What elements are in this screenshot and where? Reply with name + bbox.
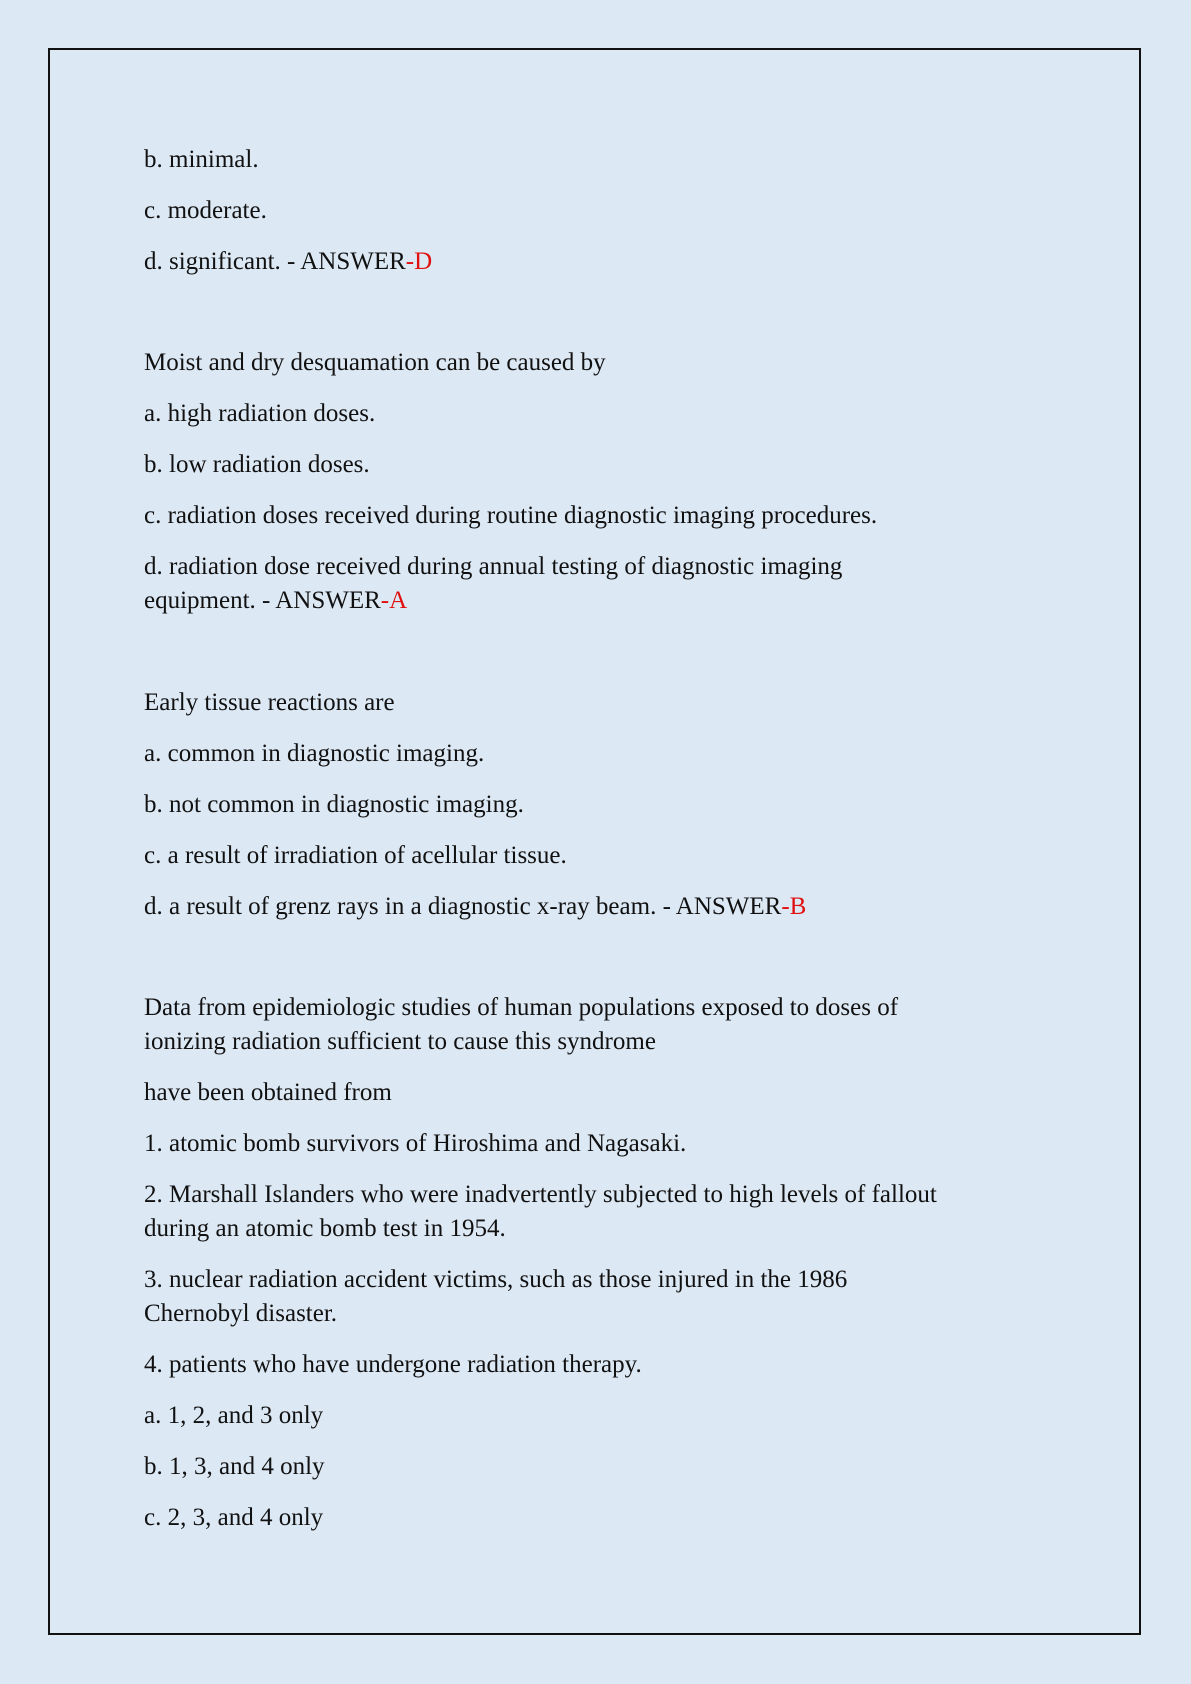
answer-letter: -D — [405, 248, 433, 275]
q-epidemiologic-item-4: 4. patients who have undergone radiation therapy. — [144, 1351, 642, 1378]
q-epidemiologic-option-c: c. 2, 3, and 4 only — [144, 1504, 324, 1531]
q-epidemiologic-item-3: 3. nuclear radiation accident victims, such as those injured in the 1986 — [144, 1266, 848, 1293]
q-early-tissue-stem: Early tissue reactions are — [144, 689, 395, 716]
q-epidemiologic-item-2-cont: during an atomic bomb test in 1954. — [144, 1215, 506, 1242]
q-epidemiologic-item-2: 2. Marshall Islanders who were inadvertently subjected to high levels of fallout — [144, 1181, 937, 1208]
q-desquamation-option-b: b. low radiation doses. — [144, 451, 370, 478]
q-early-tissue-option-a: a. common in diagnostic imaging. — [144, 740, 485, 767]
q-epidemiologic-item-3-cont: Chernobyl disaster. — [144, 1300, 338, 1327]
q-prev-option-c: c. moderate. — [144, 197, 267, 224]
q-early-tissue-option-d: d. a result of grenz rays in a diagnostic x-ray beam. - ANSWER-B — [144, 893, 807, 920]
q-prev-option-d: d. significant. - ANSWER-D — [144, 248, 433, 275]
q-desquamation-stem: Moist and dry desquamation can be caused by — [144, 349, 606, 376]
q-prev-option-b: b. minimal. — [144, 146, 259, 173]
q-epidemiologic-item-1: 1. atomic bomb survivors of Hiroshima and Nagasaki. — [144, 1130, 687, 1157]
q-early-tissue-option-b: b. not common in diagnostic imaging. — [144, 791, 524, 818]
q-early-tissue-option-c: c. a result of irradiation of acellular tissue. — [144, 842, 567, 869]
q-desquamation-option-d: d. radiation dose received during annual testing of diagnostic imaging — [144, 553, 843, 580]
q-desquamation-option-a: a. high radiation doses. — [144, 400, 376, 427]
q-epidemiologic-stem-cont: ionizing radiation sufficient to cause this syndrome — [144, 1028, 656, 1055]
q-epidemiologic-stem-cont-2: have been obtained from — [144, 1079, 392, 1106]
q-desquamation-option-c: c. radiation doses received during routine diagnostic imaging procedures. — [144, 502, 878, 529]
answer-letter: -B — [781, 893, 807, 920]
q-epidemiologic-option-b: b. 1, 3, and 4 only — [144, 1453, 325, 1480]
q-epidemiologic-stem: Data from epidemiologic studies of human populations exposed to doses of — [144, 994, 899, 1021]
q-desquamation-option-d-cont: equipment. - ANSWER-A — [144, 587, 408, 614]
q-epidemiologic-option-a: a. 1, 2, and 3 only — [144, 1402, 324, 1429]
answer-letter: -A — [380, 587, 408, 614]
